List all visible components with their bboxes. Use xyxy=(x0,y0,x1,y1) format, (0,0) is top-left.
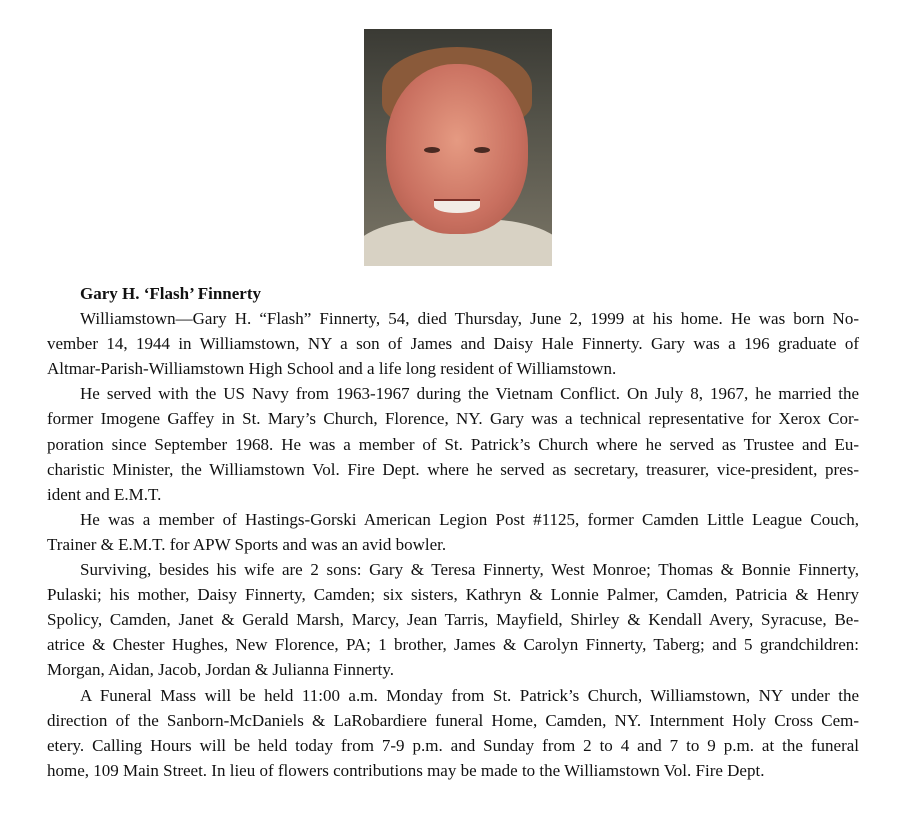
text-line: former Imogene Gaffey in St. Mary’s Church, Florence, NY. Gary was a technical representative for Xerox Cor- xyxy=(47,409,859,429)
obituary-text xyxy=(47,281,859,783)
text-line: ident and E.M.T. xyxy=(47,484,162,504)
text-line: A Funeral Mass will be held 11:00 a.m. Monday from St. Patrick’s Church, Williamstown, NY under the xyxy=(80,685,859,705)
smile xyxy=(434,199,480,213)
text-line: Morgan, Aidan, Jacob, Jordan & Julianna Finnerty. xyxy=(47,660,395,680)
text-line: Williamstown—Gary H. “Flash” Finnerty, 54, died Thursday, June 2, 1999 at his home. He was born No- xyxy=(80,309,859,329)
portrait-photo xyxy=(364,29,552,266)
text-line: home, 109 Main Street. In lieu of flowers contributions may be made to the Williamstown Vol. Fire Dept. xyxy=(47,760,765,780)
right-eye xyxy=(474,147,490,153)
left-eye xyxy=(424,147,440,153)
text-line: atrice & Chester Hughes, New Florence, PA; 1 brother, James & Carolyn Finnerty, Taberg; and 5 grandchildren: xyxy=(47,635,859,655)
text-line: Trainer & E.M.T. for APW Sports and was an avid bowler. xyxy=(47,534,447,554)
text-line: etery. Calling Hours will be held today from 7-9 p.m. and Sunday from 2 to 4 and 7 to 9 p.m. at the funeral xyxy=(47,735,859,755)
text-line: He served with the US Navy from 1963-1967 during the Vietnam Conflict. On July 8, 1967, he married the xyxy=(80,384,859,404)
text-line: vember 14, 1944 in Williamstown, NY a son of James and Daisy Hale Finnerty. Gary was a 196 graduate of xyxy=(47,334,859,354)
text-line: Pulaski; his mother, Daisy Finnerty, Camden; six sisters, Kathryn & Lonnie Palmer, Camden, Patricia & Henry xyxy=(47,585,859,605)
text-line: direction of the Sanborn-McDaniels & LaRobardiere funeral Home, Camden, NY. Internment Holy Cross Cem- xyxy=(47,710,859,730)
text-line: poration since September 1968. He was a member of St. Patrick’s Church where he served as Trustee and Eu- xyxy=(47,434,859,454)
paragraph xyxy=(47,683,859,783)
text-line: Altmar-Parish-Williamstown High School and a life long resident of Williamstown. xyxy=(47,359,617,379)
text-line: charistic Minister, the Williamstown Vol. Fire Dept. where he served as secretary, treasurer, vice-president, pres- xyxy=(47,459,859,479)
paragraph xyxy=(47,557,859,682)
paragraph xyxy=(47,507,859,557)
text-line: Spolicy, Camden, Janet & Gerald Marsh, Marcy, Jean Tarris, Mayfield, Shirley & Kendall Avery, Syracuse, Be- xyxy=(47,610,859,630)
text-line: He was a member of Hastings-Gorski American Legion Post #1125, former Camden Little League Couch, xyxy=(80,509,859,529)
paragraph xyxy=(47,306,859,381)
paragraph xyxy=(47,381,859,506)
text-line: Surviving, besides his wife are 2 sons: Gary & Teresa Finnerty, West Monroe; Thomas & Bonnie Finnerty, xyxy=(80,560,859,580)
obituary-title: Gary H. ‘Flash’ Finnerty xyxy=(80,284,261,303)
